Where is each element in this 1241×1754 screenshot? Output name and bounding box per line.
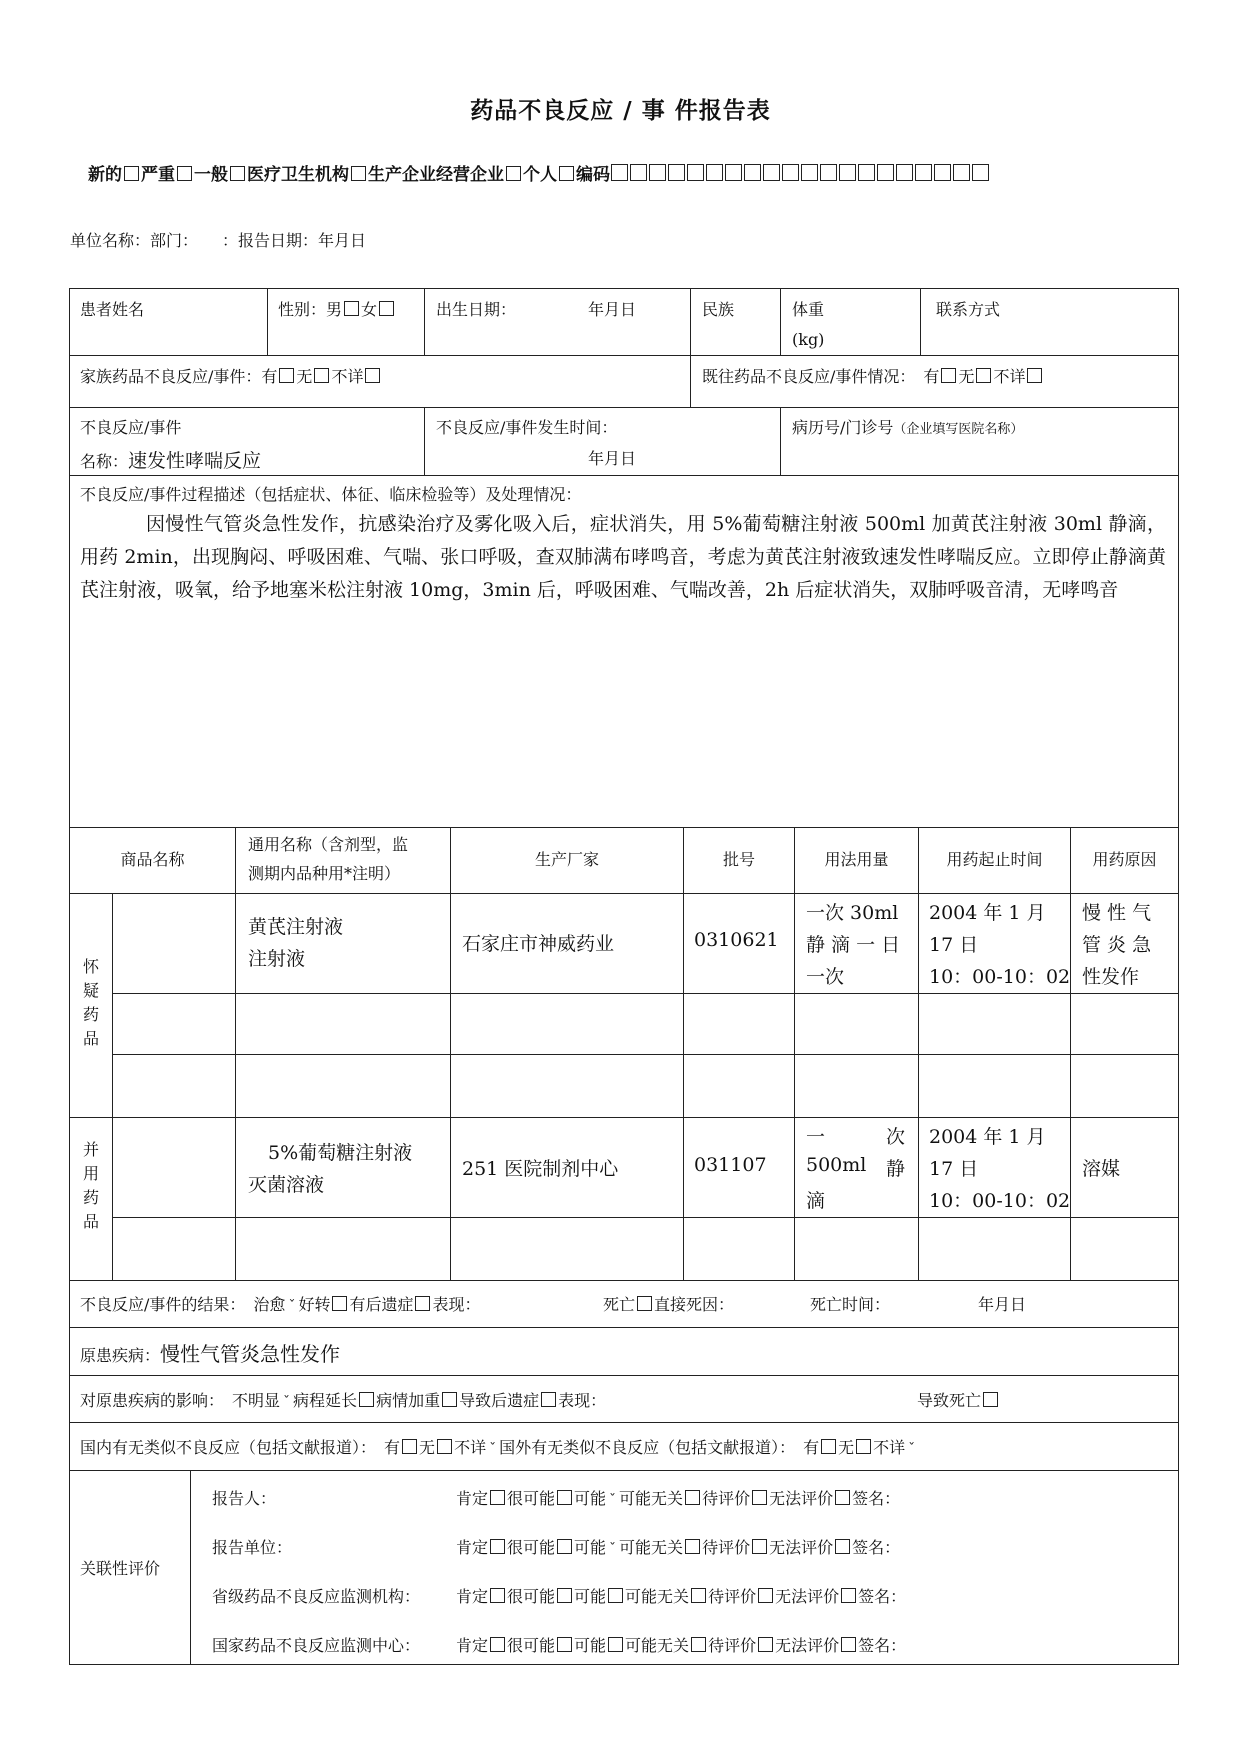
suspect-reason-1: 慢 性 气 — [1082, 902, 1152, 924]
unit-line: 单位名称：部门： ：报告日期：年月日 — [70, 231, 367, 250]
past-yes-label: 有 — [923, 367, 940, 386]
relevance-checkbox[interactable] — [608, 1637, 623, 1652]
concomitant-manufacturer: 251 医院制剂中心 — [462, 1158, 619, 1180]
code-box[interactable] — [763, 164, 780, 181]
impact-worsened: 病情加重 — [376, 1391, 441, 1410]
code-boxes[interactable] — [610, 165, 990, 185]
relevance-checkbox[interactable] — [752, 1490, 767, 1505]
past-history-label: 既往药品不良反应/事件情况： — [702, 367, 908, 386]
code-box[interactable] — [706, 164, 723, 181]
checkbox-family-unknown[interactable] — [365, 368, 380, 383]
checkbox-past-yes[interactable] — [941, 368, 956, 383]
code-box[interactable] — [801, 164, 818, 181]
relevance-who: 报告单位： — [212, 1538, 293, 1557]
gender-label: 性别： — [278, 300, 327, 319]
header-manufacturer: 生产厂家 — [534, 850, 599, 869]
gender-male-label: 男 — [326, 300, 343, 319]
contact-label: 联系方式 — [936, 300, 1001, 319]
relevance-option-label: 肯定 — [456, 1636, 489, 1655]
relevance-options — [456, 1584, 906, 1607]
code-box[interactable] — [934, 164, 951, 181]
event-time-value: 年月日 — [588, 449, 637, 468]
type-new: 新的 — [88, 165, 122, 185]
code-box[interactable] — [858, 164, 875, 181]
suspect-period-3: 10：00-10：02 — [929, 966, 1071, 988]
relevance-option-label: 无法评价 — [769, 1538, 834, 1557]
outcome-cured: 治愈 — [253, 1295, 286, 1314]
checkbox-impact-sequela[interactable] — [541, 1392, 556, 1407]
relevance-checkbox[interactable] — [685, 1490, 700, 1505]
relevance-option-label: 肯定 — [456, 1489, 489, 1508]
checkbox-foreign-yes[interactable] — [821, 1439, 836, 1454]
relevance-option-label: 肯定 — [456, 1587, 489, 1606]
suspect-reason-2: 管 炎 急 — [1082, 934, 1152, 956]
relevance-option-label: 很可能 — [507, 1587, 556, 1606]
relevance-option-label: 肯定 — [456, 1538, 489, 1557]
outcome-death-label: 死亡 — [603, 1295, 636, 1314]
family-yes-label: 有 — [261, 367, 278, 386]
relevance-option-label: 很可能 — [507, 1489, 556, 1508]
event-name-value: 速发性哮喘反应 — [128, 450, 262, 472]
past-history — [702, 364, 1044, 387]
outcome-death-time: 死亡时间： — [810, 1295, 891, 1314]
past-no-label: 无 — [958, 367, 975, 386]
relevance-option-label: 可能无关 — [619, 1538, 684, 1557]
code-box[interactable] — [668, 164, 685, 181]
relevance-option-label: 待评价 — [708, 1587, 757, 1606]
patient-name-label: 患者姓名 — [80, 300, 145, 319]
relevance-option-label: 可能无关 — [625, 1636, 690, 1655]
report-type-line — [88, 160, 1188, 185]
checkbox-domestic-no[interactable] — [437, 1439, 452, 1454]
type-serious: 严重 — [141, 165, 175, 185]
code-box[interactable] — [839, 164, 856, 181]
outcome-date: 年月日 — [978, 1295, 1027, 1314]
similar-domestic-unknown: 不详 — [454, 1438, 487, 1457]
relevance-checkbox[interactable] — [685, 1539, 700, 1554]
checkbox-new[interactable] — [124, 166, 139, 181]
suspect-drug-label: 怀疑药品 — [83, 957, 100, 1048]
weight-label: 体重 — [792, 300, 825, 319]
relevance-options — [456, 1535, 900, 1558]
relevance-option-label: 可能 — [574, 1636, 607, 1655]
family-unknown-label: 不详 — [331, 367, 364, 386]
event-name-prefix: 名称： — [80, 452, 129, 471]
relevance-option-label: 可能 — [574, 1538, 607, 1557]
record-label-text: 病历号/门诊号 — [792, 418, 894, 437]
concomitant-drug-label: 并用药品 — [83, 1140, 100, 1231]
outcome-direct-cause: 直接死因： — [654, 1295, 735, 1314]
suspect-generic-1: 黄芪注射液 — [248, 916, 344, 938]
relevance-options — [456, 1633, 906, 1656]
similar-foreign-no: 无 — [838, 1438, 855, 1457]
code-box[interactable] — [744, 164, 761, 181]
concomitant-dosage-1a: 一 — [806, 1126, 826, 1148]
checkbox-medical[interactable] — [351, 166, 366, 181]
checkbox-foreign-no[interactable] — [856, 1439, 871, 1454]
code-box[interactable] — [687, 164, 704, 181]
relevance-checkbox[interactable] — [758, 1588, 773, 1603]
outcome-death — [603, 1292, 734, 1315]
relevance-checkbox[interactable] — [691, 1637, 706, 1652]
concomitant-generic-1: 5%葡萄糖注射液 — [268, 1142, 413, 1164]
header-period: 用药起止时间 — [946, 850, 1043, 869]
code-box[interactable] — [877, 164, 894, 181]
relevance-checkbox[interactable] — [490, 1588, 505, 1603]
type-general: 一般 — [194, 165, 228, 185]
similar-domestic-label: 国内有无类似不良反应（包括文献报道）： — [80, 1438, 369, 1457]
suspect-generic-2: 注射液 — [248, 948, 306, 970]
relevance-who: 国家药品不良反应监测中心： — [212, 1636, 421, 1655]
code-box[interactable] — [896, 164, 913, 181]
original-disease-label: 原患疾病： — [80, 1346, 161, 1365]
checkbox-male[interactable] — [344, 301, 359, 316]
relevance-option-label: 待评价 — [702, 1538, 751, 1557]
relevance-checkbox[interactable] — [490, 1637, 505, 1652]
suspect-dosage-1: 一次 30ml — [806, 902, 899, 924]
impact-prolonged: 病程延长 — [293, 1391, 358, 1410]
similar-domestic-no: 无 — [419, 1438, 436, 1457]
process-label: 不良反应/事件过程描述（包括症状、体征、临床检验等）及处理情况： — [80, 485, 582, 504]
type-personal: 个人 — [523, 165, 557, 185]
impact-row — [80, 1388, 606, 1411]
code-box[interactable] — [915, 164, 932, 181]
impact-manifest: 表现： — [558, 1391, 607, 1410]
relevance-checkbox[interactable] — [490, 1539, 505, 1554]
checkbox-general[interactable] — [230, 166, 245, 181]
checkbox-domestic-yes[interactable] — [402, 1439, 417, 1454]
concomitant-period-2: 17 日 — [929, 1158, 979, 1180]
checkbox-death[interactable] — [637, 1296, 652, 1311]
past-unknown-label: 不详 — [993, 367, 1026, 386]
gender-female-label: 女 — [361, 300, 378, 319]
outcome-improved: 好转 — [298, 1295, 331, 1314]
similar-row — [80, 1435, 918, 1458]
relevance-checkbox[interactable] — [557, 1539, 572, 1554]
relevance-option-label: 很可能 — [507, 1538, 556, 1557]
process-text: 因慢性气管炎急性发作，抗感染治疗及雾化吸入后，症状消失，用 5%葡萄糖注射液 500ml 加黄芪注射液 30ml 静滴，用药 2min，出现胸闷、呼吸困难、气喘、张口呼吸，查双肺满布哮鸣音，考虑为黄芪注射液致速发性哮喘反应。立即停止静滴黄芪注射液，吸氧，给予地塞米松注射液 10mg，3min 后，呼吸困难、气喘改善，2h 后症状消失，双肺呼吸音清，无哮鸣音 — [80, 513, 1166, 601]
relevance-checkbox[interactable] — [835, 1539, 850, 1554]
concomitant-period-3: 10：00-10：02 — [929, 1190, 1071, 1212]
header-generic-1: 通用名称（含剂型，监 — [248, 835, 409, 854]
code-box[interactable] — [611, 164, 628, 181]
check-mark-icon[interactable]: ˇ — [489, 1441, 497, 1457]
code-box[interactable] — [649, 164, 666, 181]
relevance-option-label: 无法评价 — [775, 1636, 840, 1655]
concomitant-period-1: 2004 年 1 月 — [929, 1126, 1046, 1148]
impact-label: 对原患疾病的影响： — [80, 1391, 217, 1410]
checkbox-past-unknown[interactable] — [1027, 368, 1042, 383]
impact-death — [917, 1388, 1000, 1411]
original-disease-value: 慢性气管炎急性发作 — [160, 1342, 341, 1366]
relevance-checkbox[interactable] — [691, 1588, 706, 1603]
code-box[interactable] — [953, 164, 970, 181]
relevance-who: 报告人： — [212, 1489, 277, 1508]
similar-domestic-yes: 有 — [384, 1438, 401, 1457]
relevance-checkbox[interactable] — [841, 1637, 856, 1652]
check-mark-icon[interactable]: ˇ — [283, 1394, 291, 1410]
code-box[interactable] — [972, 164, 989, 181]
checkbox-serious[interactable] — [177, 166, 192, 181]
weight-unit: (kg) — [792, 330, 825, 349]
relevance-checkbox[interactable] — [608, 1588, 623, 1603]
outcome-manifest: 表现： — [432, 1295, 481, 1314]
gender-field — [278, 297, 396, 320]
family-history — [80, 364, 382, 387]
relevance-checkbox[interactable] — [557, 1637, 572, 1652]
header-batch: 批号 — [722, 850, 755, 869]
signature-label: 签名： — [852, 1489, 901, 1508]
header-trade-name: 商品名称 — [120, 850, 185, 869]
check-mark-icon[interactable]: ˇ — [609, 1492, 617, 1508]
suspect-manufacturer: 石家庄市神威药业 — [462, 933, 615, 955]
code-box[interactable] — [820, 164, 837, 181]
header-dosage: 用法用量 — [824, 850, 889, 869]
relevance-option-label: 很可能 — [507, 1636, 556, 1655]
relevance-option-label: 可能无关 — [619, 1489, 684, 1508]
checkbox-personal[interactable] — [559, 166, 574, 181]
suspect-reason-3: 性发作 — [1082, 966, 1140, 988]
relevance-option-label: 待评价 — [702, 1489, 751, 1508]
record-note: （企业填写医院名称） — [893, 422, 1024, 437]
checkbox-enterprise[interactable] — [506, 166, 521, 181]
relevance-checkbox[interactable] — [557, 1490, 572, 1505]
family-no-label: 无 — [296, 367, 313, 386]
signature-label: 签名： — [852, 1538, 901, 1557]
similar-foreign-label: 国外有无类似不良反应（包括文献报道）： — [499, 1438, 788, 1457]
signature-label: 签名： — [858, 1636, 907, 1655]
concomitant-dosage-2a: 500ml — [806, 1154, 867, 1176]
suspect-period-2: 17 日 — [929, 934, 979, 956]
original-disease — [80, 1338, 340, 1367]
header-generic-2: 测期内品种用*注明） — [248, 864, 401, 883]
checkbox-prolonged[interactable] — [359, 1392, 374, 1407]
concomitant-batch: 031107 — [694, 1154, 767, 1176]
relevance-who: 省级药品不良反应监测机构： — [212, 1587, 421, 1606]
code-box[interactable] — [630, 164, 647, 181]
concomitant-reason: 溶媒 — [1082, 1158, 1121, 1180]
outcome-label: 不良反应/事件的结果： — [80, 1295, 238, 1314]
relevance-checkbox[interactable] — [835, 1490, 850, 1505]
relevance-option-label: 待评价 — [708, 1636, 757, 1655]
relevance-option-label: 可能无关 — [625, 1587, 690, 1606]
event-name — [80, 446, 261, 473]
concomitant-generic-2: 灭菌溶液 — [248, 1174, 325, 1196]
similar-foreign-yes: 有 — [803, 1438, 820, 1457]
relevance-option-label: 无法评价 — [775, 1587, 840, 1606]
impact-sequela: 导致后遗症 — [459, 1391, 540, 1410]
check-mark-icon[interactable]: ˇ — [609, 1541, 617, 1557]
header-reason: 用药原因 — [1092, 850, 1157, 869]
relevance-checkbox[interactable] — [758, 1637, 773, 1652]
suspect-period-1: 2004 年 1 月 — [929, 902, 1046, 924]
relevance-option-label: 无法评价 — [769, 1489, 834, 1508]
type-medical: 医疗卫生机构 — [247, 165, 349, 185]
checkbox-sequela[interactable] — [415, 1296, 430, 1311]
impact-unclear: 不明显 — [232, 1391, 281, 1410]
checkbox-impact-death[interactable] — [983, 1392, 998, 1407]
impact-death-label: 导致死亡 — [917, 1391, 982, 1410]
relevance-label: 关联性评价 — [80, 1559, 161, 1578]
concomitant-dosage-3: 滴 — [806, 1190, 826, 1212]
checkbox-female[interactable] — [379, 301, 394, 316]
relevance-checkbox[interactable] — [752, 1539, 767, 1554]
type-enterprise: 生产企业经营企业 — [368, 165, 504, 185]
checkbox-family-no[interactable] — [314, 368, 329, 383]
relevance-options — [456, 1486, 900, 1509]
suspect-dosage-2: 静 滴 一 日 — [806, 934, 901, 956]
event-time-label: 不良反应/事件发生时间： — [436, 418, 618, 437]
event-name-label: 不良反应/事件 — [80, 418, 182, 437]
suspect-dosage-3: 一次 — [806, 966, 845, 988]
check-mark-icon[interactable]: ˇ — [908, 1441, 916, 1457]
suspect-batch: 0310621 — [694, 929, 779, 951]
relevance-option-label: 可能 — [574, 1587, 607, 1606]
similar-foreign-unknown: 不详 — [873, 1438, 906, 1457]
checkbox-worsened[interactable] — [442, 1392, 457, 1407]
birth-value: 年月日 — [588, 300, 637, 319]
check-mark-icon[interactable]: ˇ — [288, 1298, 296, 1314]
concomitant-dosage-1b: 次 — [886, 1126, 906, 1148]
code-box[interactable] — [725, 164, 742, 181]
concomitant-dosage-2b: 静 — [886, 1158, 906, 1180]
signature-label: 签名： — [858, 1587, 907, 1606]
code-box[interactable] — [782, 164, 799, 181]
record-label — [792, 415, 1023, 438]
ethnic-label: 民族 — [702, 300, 735, 319]
outcome-sequela: 有后遗症 — [349, 1295, 414, 1314]
checkbox-family-yes[interactable] — [279, 368, 294, 383]
outcome-row — [80, 1292, 480, 1315]
page-title: 药品不良反应 / 事 件报告表 — [470, 97, 771, 124]
checkbox-past-no[interactable] — [976, 368, 991, 383]
relevance-option-label: 可能 — [574, 1489, 607, 1508]
code-label: 编码 — [576, 165, 610, 185]
relevance-checkbox[interactable] — [490, 1490, 505, 1505]
family-history-label: 家族药品不良反应/事件： — [80, 367, 262, 386]
relevance-checkbox[interactable] — [841, 1588, 856, 1603]
checkbox-improved[interactable] — [332, 1296, 347, 1311]
birth-label: 出生日期： — [436, 300, 517, 319]
relevance-checkbox[interactable] — [557, 1588, 572, 1603]
